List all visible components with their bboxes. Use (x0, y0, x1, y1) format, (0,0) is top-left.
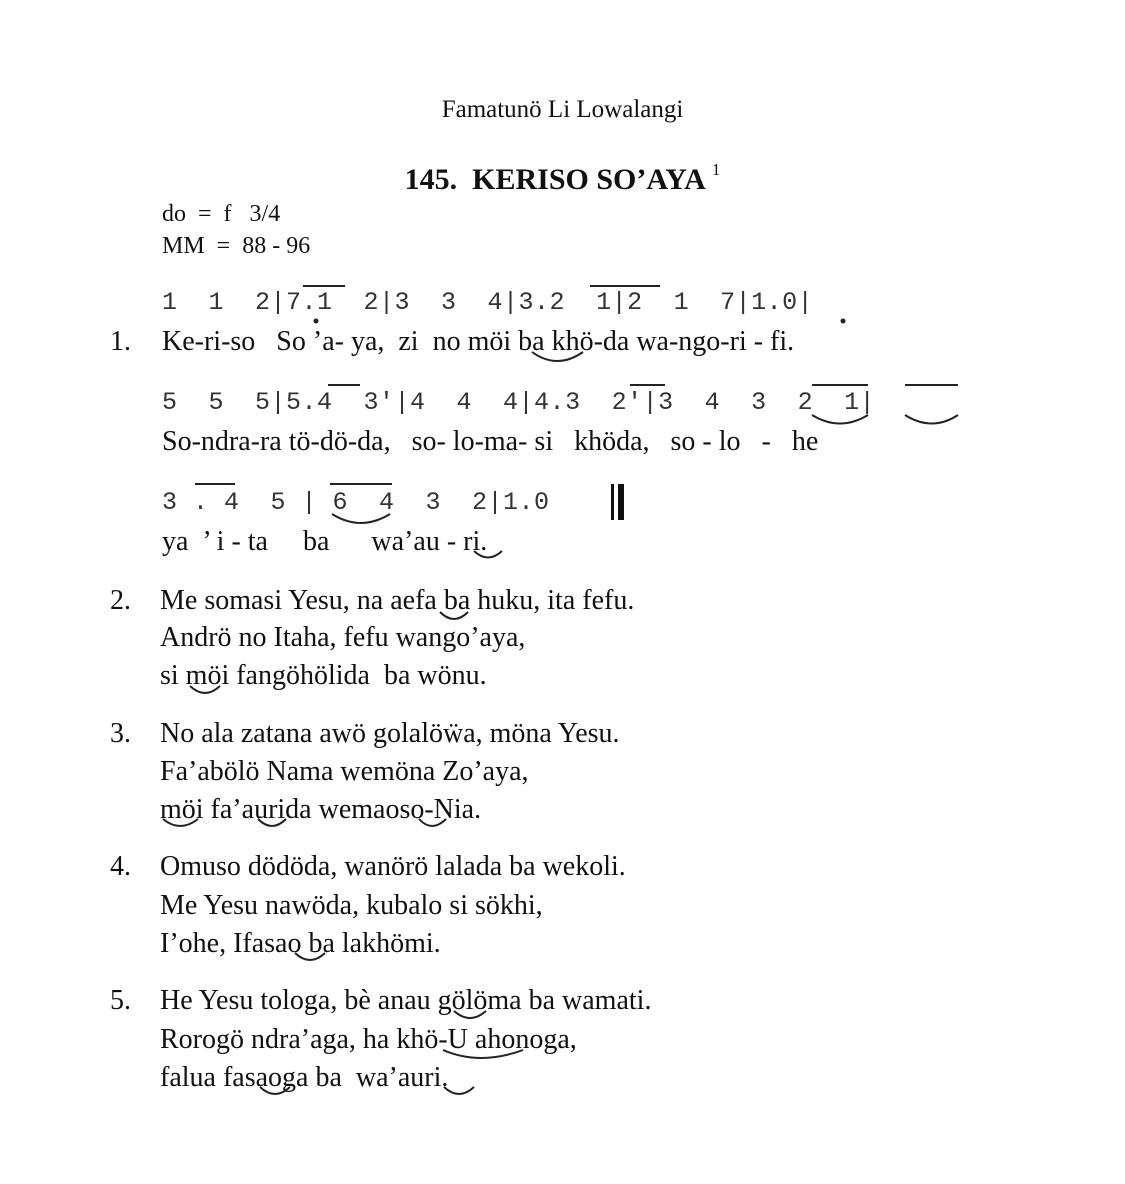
verse-5-number: 5. (110, 985, 131, 1016)
verse-4-number: 4. (110, 851, 131, 882)
verse-3-line-3: möi fa’aurida wemaoso-Nia. (160, 794, 482, 825)
verse-2-line-2: Andrö no Itaha, fefu wango’aya, (160, 622, 526, 653)
verse-4-line-3: I’ohe, Ifasao ba lakhömi. (160, 928, 441, 959)
lyric-line-2: So-ndra-ra tö-dö-da, so- lo-ma- si khöda, so - lo - he (162, 426, 819, 457)
verse-3-line-2: Fa’abölö Nama wemöna Zo’aya, (160, 756, 529, 787)
lyric-line-1: Ke-ri-so So ’a- ya, zi no möi ba khö-da wa-ngo-ri - fi. (162, 326, 795, 357)
verse-5-line-2: Rorogö ndra’aga, ha khö-U ahonoga, (160, 1024, 577, 1055)
verse-3-line-1: No ala zatana awö golalöẅa, möna Yesu. (160, 718, 620, 749)
verse-4-line-2: Me Yesu nawöda, kubalo si sökhi, (160, 890, 543, 921)
notation-line-3: 3 . 4 5 | 6 4 3 2|1.0 (162, 488, 550, 517)
key-signature: do = f 3/4 (162, 201, 281, 227)
verse-2-line-1: Me somasi Yesu, na aefa ba huku, ita fefu. (160, 585, 635, 616)
notation-line-1: 1 1 2|7.1 2|3 3 4|3.2 1|2 1 7|1.0| (162, 288, 814, 317)
verse-4-line-1: Omuso dödöda, wanörö lalada ba wekoli. (160, 851, 626, 882)
title-footnote-marker: 1 (711, 160, 721, 179)
stanza-number: 1. (110, 326, 131, 357)
verse-5-line-3: falua fasaoga ba wa’auri. (160, 1062, 449, 1093)
verse-2-number: 2. (110, 585, 131, 616)
notation-line-2: 5 5 5|5.4 3'|4 4 4|4.3 2'|3 4 3 2 1| (162, 388, 876, 417)
hymn-title-text: 145. KERISO SO’AYA (404, 163, 706, 196)
page-header: Famatunö Li Lowalangi (441, 96, 684, 123)
tempo-marking: MM = 88 - 96 (162, 233, 311, 259)
verse-3-number: 3. (110, 718, 131, 749)
lyric-line-3: ya ’ i - ta ba wa’au - ri. (162, 526, 488, 557)
verse-5-line-1: He Yesu tologa, bè anau gölöma ba wamati. (160, 985, 652, 1016)
verse-2-line-3: si möi fangöhölida ba wönu. (160, 660, 487, 691)
